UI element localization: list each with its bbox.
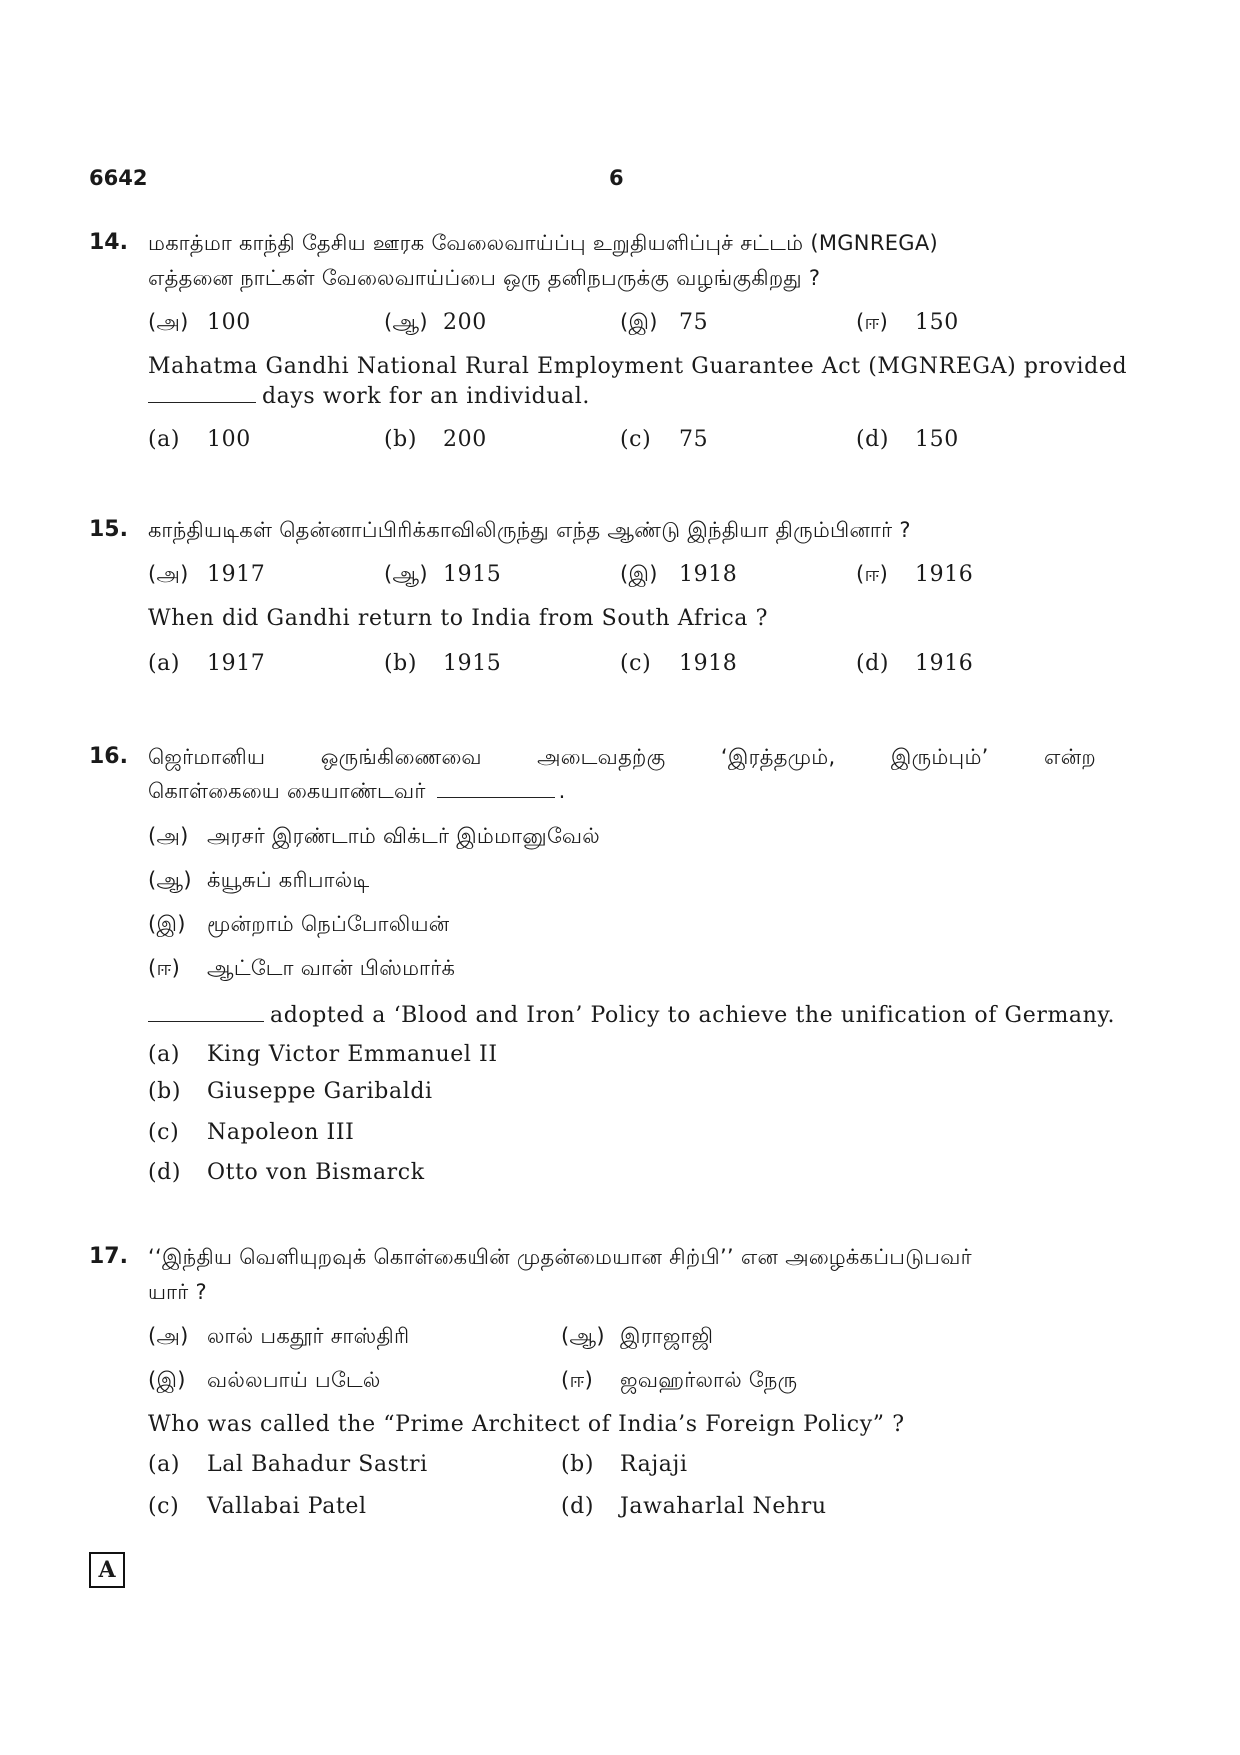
q17-ta-option-text: இராஜாஜி <box>620 1324 714 1348</box>
q17-ta-option-text: லால் பகதூர் சாஸ்திரி <box>207 1324 410 1348</box>
q15-en-option-value: 1916 <box>915 651 974 676</box>
q15-en-option-label: (d) <box>856 651 890 676</box>
answer-blank <box>437 797 555 798</box>
q15-ta-option-value: 1917 <box>207 562 266 587</box>
question-14-tamil-line-2: எத்தனை நாட்கள் வேலைவாய்ப்பை ஒரு தனிநபருக்கு வழங்குகிறது ? <box>148 266 821 290</box>
q14-en-option-label: (b) <box>384 427 418 452</box>
q17-en-option-label: (d) <box>561 1494 595 1519</box>
q15-en-option-label: (a) <box>148 651 181 676</box>
q14-en-option-value: 100 <box>207 427 251 452</box>
q16-ta-option-text: மூன்றாம் நெப்போலியன் <box>207 912 450 936</box>
q15-en-option-label: (b) <box>384 651 418 676</box>
q16-en-option-text: Napoleon III <box>207 1120 355 1145</box>
q17-ta-option-label: (ஆ) <box>561 1324 605 1348</box>
q16-en-option-label: (a) <box>148 1042 181 1067</box>
q16-ta-option-text: க்யூசுப் கரிபால்டி <box>207 868 370 892</box>
question-15-english-line-1: When did Gandhi return to India from South Africa ? <box>148 606 768 631</box>
q15-ta-option-label: (இ) <box>620 562 658 586</box>
q14-en-option-label: (c) <box>620 427 652 452</box>
q15-ta-option-value: 1915 <box>443 562 502 587</box>
q14-en-option-value: 200 <box>443 427 487 452</box>
q14-ta-option-label: (ஆ) <box>384 310 428 334</box>
q14-en-option-label: (a) <box>148 427 181 452</box>
q15-en-option-value: 1915 <box>443 651 502 676</box>
q15-en-option-value: 1918 <box>679 651 738 676</box>
question-17-number: 17. <box>89 1244 128 1269</box>
question-17-english-line-1: Who was called the “Prime Architect of India’s Foreign Policy” ? <box>148 1412 905 1437</box>
paper-code: 6642 <box>89 166 148 190</box>
q16-en-option-label: (d) <box>148 1160 182 1185</box>
question-17-tamil-line-1: ‘‘இந்திய வெளியுறவுக் கொள்கையின் முதன்மையான சிற்பி’’ என அழைக்கப்படுபவர் <box>148 1245 972 1269</box>
q16-ta-option-text: அரசர் இரண்டாம் விக்டர் இம்மானுவேல் <box>207 824 600 848</box>
question-16-english-line-1: adopted a ‘Blood and Iron’ Policy to achieve the unification of Germany. <box>148 1003 1115 1028</box>
q16-ta-option-text: ஆட்டோ வான் பிஸ்மார்க் <box>207 956 456 980</box>
answer-blank <box>148 1021 264 1022</box>
q17-ta-option-text: வல்லபாய் படேல் <box>207 1368 381 1392</box>
question-16-tamil-line-1: ஜெர்மானிய ஒருங்கிணைவை அடைவதற்கு ‘இரத்தமும், இரும்பும்’ என்ற <box>148 745 1096 769</box>
q14-ta-option-value: 150 <box>915 310 959 335</box>
q16-en-option-text: Giuseppe Garibaldi <box>207 1079 433 1104</box>
page-number: 6 <box>609 166 624 190</box>
question-14-number: 14. <box>89 230 128 255</box>
question-16-tamil-line-2: கொள்கையை கையாண்டவர் . <box>148 779 566 803</box>
question-14-english-line-2: days work for an individual. <box>148 384 590 409</box>
q16-en-option-label: (b) <box>148 1079 182 1104</box>
question-14-english-line-1: Mahatma Gandhi National Rural Employment Guarantee Act (MGNREGA) provided <box>148 354 1128 379</box>
answer-blank <box>148 402 256 403</box>
q17-ta-option-text: ஜவஹர்லால் நேரு <box>620 1368 798 1392</box>
q17-en-option-label: (c) <box>148 1494 180 1519</box>
q14-en-option-value: 150 <box>915 427 959 452</box>
q16-en-option-label: (c) <box>148 1120 180 1145</box>
question-15-tamil-line-1: காந்தியடிகள் தென்னாப்பிரிக்காவிலிருந்து எந்த ஆண்டு இந்தியா திரும்பினார் ? <box>148 518 911 542</box>
q16-ta-option-label: (அ) <box>148 824 189 848</box>
q16-ta-option-label: (இ) <box>148 912 186 936</box>
q14-ta-option-label: (இ) <box>620 310 658 334</box>
q17-en-option-text: Rajaji <box>620 1452 688 1477</box>
q16-en-option-text: Otto von Bismarck <box>207 1160 425 1185</box>
q17-ta-option-label: (ஈ) <box>561 1368 594 1392</box>
question-15-number: 15. <box>89 517 128 542</box>
question-17-tamil-line-2: யார் ? <box>148 1280 207 1304</box>
q17-en-option-text: Jawaharlal Nehru <box>620 1494 827 1519</box>
q15-ta-option-label: (ஆ) <box>384 562 428 586</box>
q15-ta-option-value: 1916 <box>915 562 974 587</box>
q16-en-option-text: King Victor Emmanuel II <box>207 1042 498 1067</box>
q17-ta-option-label: (இ) <box>148 1368 186 1392</box>
q15-en-option-label: (c) <box>620 651 652 676</box>
q14-ta-option-value: 75 <box>679 310 709 335</box>
question-16-number: 16. <box>89 744 128 769</box>
q14-ta-option-value: 200 <box>443 310 487 335</box>
q16-ta-option-label: (ஆ) <box>148 868 192 892</box>
q15-ta-option-label: (அ) <box>148 562 189 586</box>
q17-en-option-text: Vallabai Patel <box>207 1494 367 1519</box>
q15-ta-option-value: 1918 <box>679 562 738 587</box>
q14-en-option-label: (d) <box>856 427 890 452</box>
booklet-series-box: A <box>89 1552 125 1588</box>
q17-ta-option-label: (அ) <box>148 1324 189 1348</box>
q14-ta-option-value: 100 <box>207 310 251 335</box>
q17-en-option-text: Lal Bahadur Sastri <box>207 1452 428 1477</box>
q16-ta-option-label: (ஈ) <box>148 956 181 980</box>
q17-en-option-label: (a) <box>148 1452 181 1477</box>
q15-en-option-value: 1917 <box>207 651 266 676</box>
q14-ta-option-label: (அ) <box>148 310 189 334</box>
q14-ta-option-label: (ஈ) <box>856 310 889 334</box>
question-14-tamil-line-1: மகாத்மா காந்தி தேசிய ஊரக வேலைவாய்ப்பு உறுதியளிப்புச் சட்டம் (MGNREGA) <box>148 231 939 255</box>
q15-ta-option-label: (ஈ) <box>856 562 889 586</box>
q14-en-option-value: 75 <box>679 427 709 452</box>
q17-en-option-label: (b) <box>561 1452 595 1477</box>
